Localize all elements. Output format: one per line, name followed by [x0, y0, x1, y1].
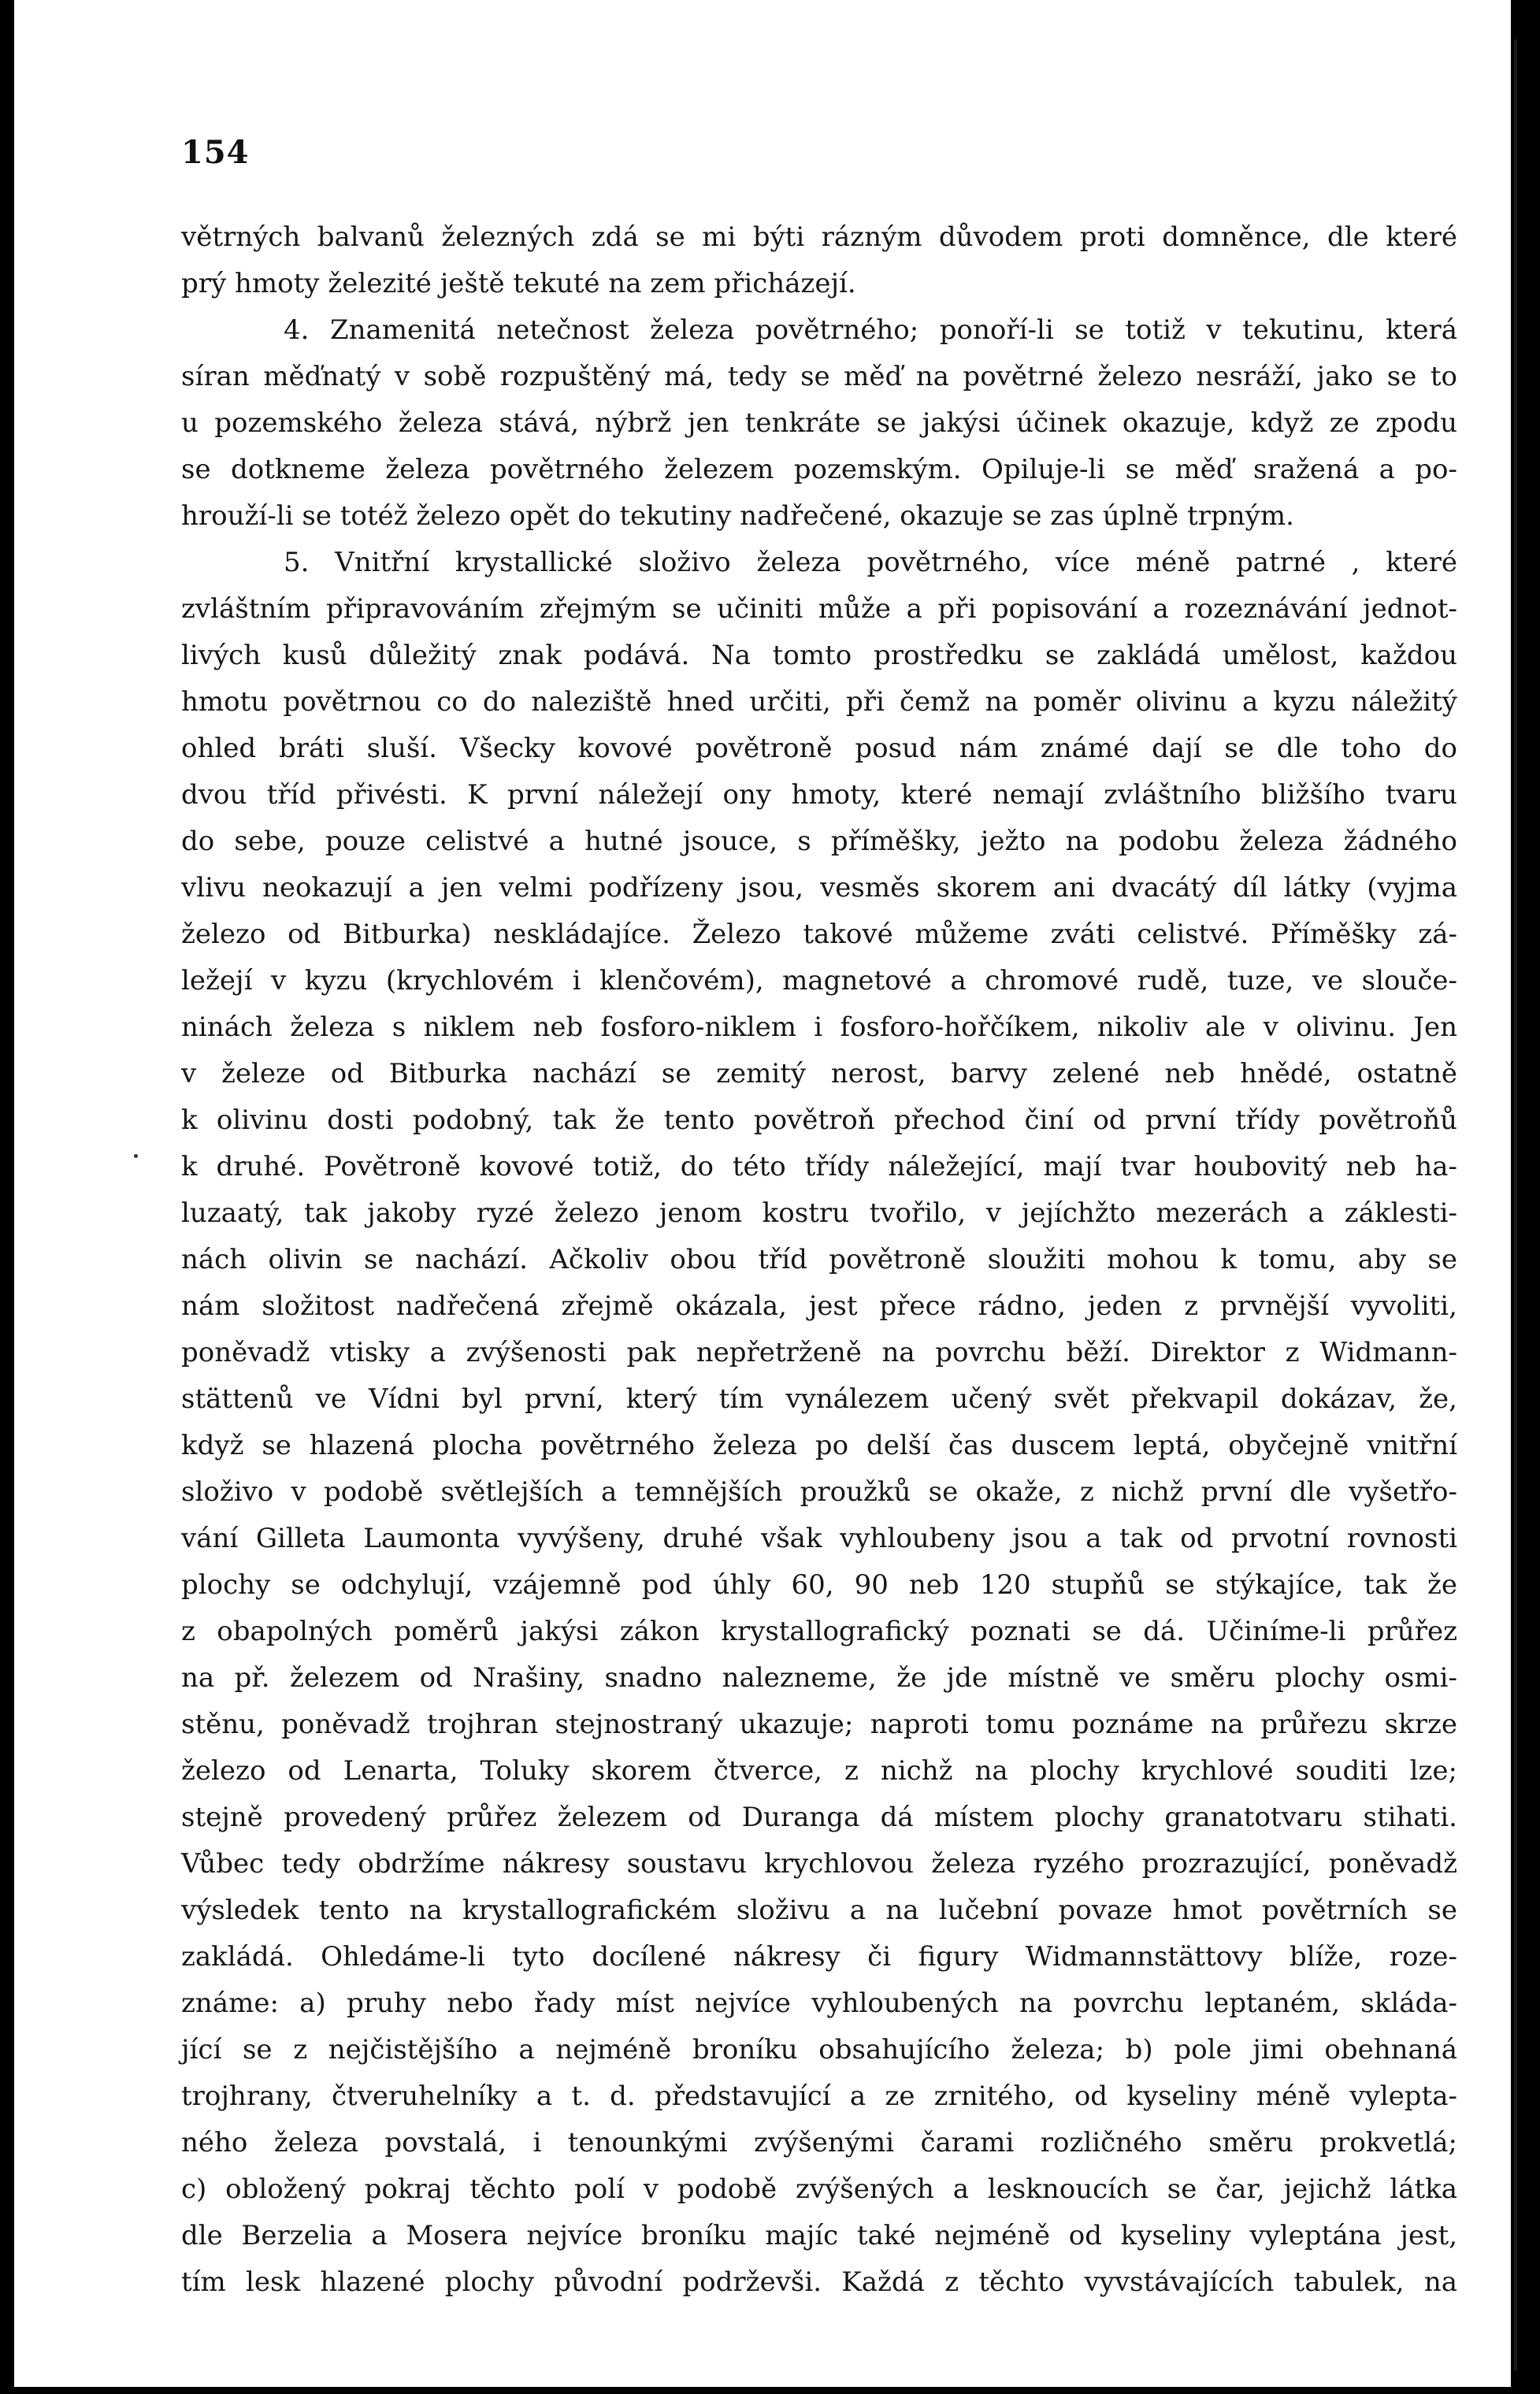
text-line: 5. Vnitřní krystallické složivo železa povětrného, více méně patrné , které: [284, 547, 1457, 578]
text-line: větrných balvanů železných zdá se mi býti rázným důvodem proti domněnce, dle které: [181, 221, 1457, 253]
text-line: trojhrany, čtveruhelníky a t. d. představující a ze zrnitého, od kyseliny méně vylepta-: [181, 2080, 1457, 2112]
text-line: dle Berzelia a Mosera nejvíce broníku majíc také nejméně od kyseliny vyleptána jest,: [181, 2220, 1457, 2251]
page-edge-rule: [1514, 39, 1517, 2371]
text-line: c) obložený pokraj těchto polí v podobě zvýšených a lesknoucích se čar, jejichž látka: [181, 2173, 1457, 2205]
text-line: stättenů ve Vídni byl první, který tím vynálezem učený svět překvapil dokázav, že,: [181, 1383, 1457, 1415]
text-line: vání Gilleta Laumonta vyvýšeny, druhé však vyhloubeny jsou a tak od prvotní rovnosti: [181, 1523, 1457, 1554]
text-line: síran měďnatý v sobě rozpuštěný má, tedy se měď na povětrné železo nesráží, jako se to: [181, 361, 1457, 392]
text-line: poněvadž vtisky a zvýšenosti pak nepřetrženě na povrchu běží. Direktor z Widmann-: [181, 1337, 1457, 1368]
text-line: tím lesk hlazené plochy původní podrževši. Každá z těchto vyvstávajících tabulek, na: [181, 2266, 1457, 2298]
text-line: ohled bráti sluší. Všecky kovové povětroně posud nám známé dají se dle toho do: [181, 733, 1457, 764]
text-line: luzaatý, tak jakoby ryzé železo jenom kostru tvořilo, v jejíchžto mezerách a záklesti-: [181, 1197, 1457, 1229]
text-line: k druhé. Povětroně kovové totiž, do této třídy náležející, mají tvar houbovitý neb ha-: [181, 1151, 1457, 1182]
text-line: plochy se odchylují, vzájemně pod úhly 60, 90 neb 120 stupňů se stýkajíce, tak že: [181, 1569, 1457, 1601]
text-line: nám složitost nadřečená zřejmě okázala, jest přece rádno, jeden z prvnější vyvoliti,: [181, 1290, 1457, 1322]
text-line: stejně provedený průřez železem od Duranga dá místem plochy granatotvaru stihati.: [181, 1802, 1457, 1833]
text-line: k olivinu dosti podobný, tak že tento povětroň přechod činí od první třídy povětroňů: [181, 1104, 1457, 1136]
text-line: na př. železem od Nrašiny, snadno nalezneme, že jde místně ve směru plochy osmi-: [181, 1662, 1457, 1694]
text-line: zakládá. Ohledáme-li tyto docílené nákresy či figury Widmannstättovy blíže, roze-: [181, 1941, 1457, 1973]
page-number: 154: [181, 134, 250, 171]
text-line: vlivu neokazují a jen velmi podřízeny jsou, vesměs skorem ani dvacátý díl látky (vyjma: [181, 872, 1457, 904]
body-text: [181, 214, 1457, 2306]
text-line: 4. Znamenitá netečnost železa povětrného; ponoří-li se totiž v tekutinu, která: [284, 314, 1457, 346]
text-line: Vůbec tedy obdržíme nákresy soustavu krychlovou železa ryzého prozrazující, poněvadž: [181, 1848, 1457, 1880]
text-line: nách olivin se nachází. Ačkoliv obou tříd povětroně sloužiti mohou k tomu, aby se: [181, 1244, 1457, 1275]
text-line: železo od Bitburka) neskládajíce. Železo takové můžeme zváti celistvé. Příměšky zá-: [181, 919, 1457, 950]
text-line: výsledek tento na krystallografickém složivu a na lučební povaze hmot povětrních se: [181, 1895, 1457, 1926]
text-line: ležejí v kyzu (krychlovém i klenčovém), magnetové a chromové rudě, tuze, ve slouče-: [181, 965, 1457, 997]
text-line: hmotu povětrnou co do naleziště hned určiti, při čemž na poměr olivinu a kyzu náležitý: [181, 686, 1457, 718]
text-line: prý hmoty železité ještě tekuté na zem přicházejí.: [181, 268, 856, 299]
text-line: do sebe, pouze celistvé a hutné jsouce, s příměšky, ježto na podobu železa žádného: [181, 826, 1457, 857]
text-line: železo od Lenarta, Toluky skorem čtverce, z nichž na plochy krychlové souditi lze;: [181, 1755, 1457, 1787]
margin-mark: [134, 1154, 138, 1158]
text-line: zvláštním připravováním zřejmým se učiniti může a při popisování a rozeznávání jednot-: [181, 593, 1457, 625]
text-line: livých kusů důležitý znak podává. Na tomto prostředku se zakládá umělost, každou: [181, 640, 1457, 671]
text-line: jící se z nejčistějšího a nejméně broníku obsahujícího železa; b) pole jimi obehnaná: [181, 2034, 1457, 2066]
text-line: z obapolných poměrů jakýsi zákon krystallografický poznati se dá. Učiníme-li průřez: [181, 1616, 1457, 1647]
text-line: se dotkneme železa povětrného železem pozemským. Opiluje-li se měď sražená a po-: [181, 454, 1457, 485]
text-line: složivo v podobě světlejších a temnějších proužků se okaže, z nichž první dle vyšetřo-: [181, 1476, 1457, 1508]
text-line: známe: a) pruhy nebo řady míst nejvíce vyhloubených na povrchu leptaném, skláda-: [181, 1988, 1457, 2019]
text-line: u pozemského železa stává, nýbrž jen tenkráte se jakýsi účinek okazuje, když ze zpodu: [181, 407, 1457, 439]
text-line: ninách železa s niklem neb fosforo-niklem i fosforo-hořčíkem, nikoliv ale v olivinu. Jen: [181, 1011, 1457, 1043]
text-line: když se hlazená plocha povětrného železa po delší čas duscem leptá, obyčejně vnitřní: [181, 1430, 1457, 1461]
text-line: v železe od Bitburka nachází se zemitý nerost, barvy zelené neb hnědé, ostatně: [181, 1058, 1457, 1089]
text-line: dvou tříd přivésti. K první náležejí ony hmoty, které nemají zvláštního bližšího tvaru: [181, 779, 1457, 811]
text-line: hrouží-li se totéž železo opět do tekutiny nadřečené, okazuje se zas úplně trpným.: [181, 500, 1294, 532]
text-line: ného železa povstalá, i tenounkými zvýšenými čarami rozličného směru prokvetlá;: [181, 2127, 1457, 2158]
text-line: stěnu, poněvadž trojhran stejnostraný ukazuje; naproti tomu poznáme na průřezu skrze: [181, 1709, 1457, 1740]
